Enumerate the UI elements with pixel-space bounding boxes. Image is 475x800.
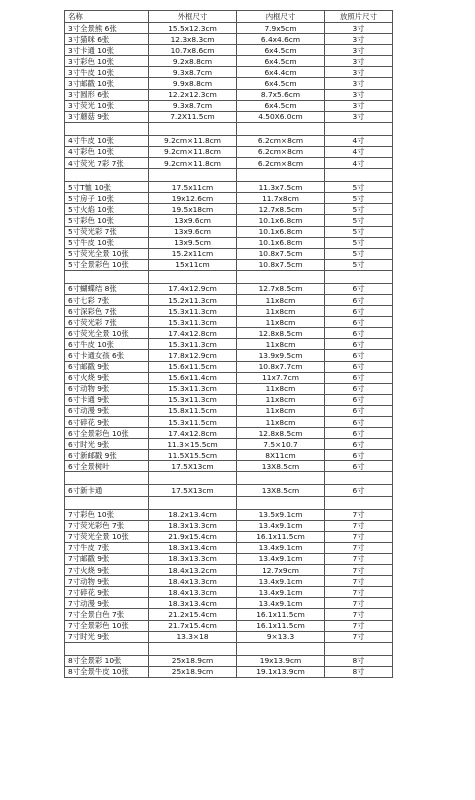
cell-inner-size: 8X11cm xyxy=(237,450,325,461)
cell-name: 7寸时光 9张 xyxy=(65,631,149,642)
table-row xyxy=(65,328,393,339)
table-row xyxy=(65,100,393,111)
cell-photo-size: 5寸 xyxy=(325,182,393,193)
cell-inner-size: 12.8x8.5cm xyxy=(237,328,325,339)
cell-name: 3寸蘑菇 9张 xyxy=(65,111,149,122)
spacer-cell xyxy=(149,496,237,509)
cell-name: 7寸牛皮 7张 xyxy=(65,542,149,553)
cell-outer-size: 21.2x15.4cm xyxy=(149,609,237,620)
cell-inner-size: 11x8cm xyxy=(237,417,325,428)
table-row xyxy=(65,111,393,122)
cell-photo-size: 6寸 xyxy=(325,350,393,361)
cell-photo-size: 6寸 xyxy=(325,317,393,328)
table-row xyxy=(65,45,393,56)
cell-photo-size: 6寸 xyxy=(325,383,393,394)
cell-name: 7寸动物 9张 xyxy=(65,576,149,587)
table-row xyxy=(65,531,393,542)
header-name: 名称 xyxy=(65,11,149,23)
spacer-cell xyxy=(65,169,149,182)
table-row xyxy=(65,339,393,350)
cell-inner-size: 6.2cm×8cm xyxy=(237,158,325,169)
table-row xyxy=(65,361,393,372)
cell-name: 7寸荧光全景 10张 xyxy=(65,531,149,542)
cell-inner-size: 12.7x9cm xyxy=(237,565,325,576)
cell-outer-size: 7.2X11.5cm xyxy=(149,111,237,122)
cell-photo-size: 5寸 xyxy=(325,204,393,215)
header-row xyxy=(65,11,393,23)
cell-outer-size: 9.2cm×11.8cm xyxy=(149,146,237,157)
spacer-cell xyxy=(237,472,325,485)
cell-name: 6寸新卡通 xyxy=(65,485,149,496)
cell-inner-size: 9×13.3 xyxy=(237,631,325,642)
cell-outer-size: 12.3x8.3cm xyxy=(149,34,237,45)
table-row xyxy=(65,193,393,204)
cell-inner-size: 6x4.4cm xyxy=(237,67,325,78)
cell-name: 7寸全景白色 7张 xyxy=(65,609,149,620)
cell-inner-size: 13.4x9.1cm xyxy=(237,587,325,598)
cell-name: 6寸全景树叶 xyxy=(65,461,149,472)
cell-name: 5寸牛皮 10张 xyxy=(65,237,149,248)
cell-outer-size: 12.2x12.3cm xyxy=(149,89,237,100)
cell-name: 6寸七彩 7张 xyxy=(65,294,149,305)
cell-name: 5寸T恤 10张 xyxy=(65,182,149,193)
cell-outer-size: 17.5x11cm xyxy=(149,182,237,193)
cell-inner-size: 13.9x9.5cm xyxy=(237,350,325,361)
cell-inner-size: 10.1x6.8cm xyxy=(237,237,325,248)
cell-name: 3寸彩色 10张 xyxy=(65,56,149,67)
cell-inner-size: 8.7x5.6cm xyxy=(237,89,325,100)
spacer-cell xyxy=(149,642,237,655)
cell-outer-size: 15.2x11.3cm xyxy=(149,294,237,305)
cell-inner-size: 10.8x7.7cm xyxy=(237,361,325,372)
cell-outer-size: 17.8x12.9cm xyxy=(149,350,237,361)
table-row xyxy=(65,542,393,553)
cell-name: 3寸卡通 10张 xyxy=(65,45,149,56)
cell-photo-size: 6寸 xyxy=(325,372,393,383)
cell-inner-size: 10.8x7.5cm xyxy=(237,248,325,259)
spacer-cell xyxy=(237,122,325,135)
cell-inner-size: 19.1x13.9cm xyxy=(237,666,325,677)
cell-outer-size: 18.3x13.4cm xyxy=(149,598,237,609)
cell-inner-size: 6.4x4.6cm xyxy=(237,34,325,45)
table-row xyxy=(65,631,393,642)
spacer-cell xyxy=(325,472,393,485)
cell-name: 6寸蝴蝶结 8张 xyxy=(65,283,149,294)
cell-name: 5寸房子 10张 xyxy=(65,193,149,204)
cell-inner-size: 7.9x5cm xyxy=(237,23,325,34)
cell-outer-size: 25x18.9cm xyxy=(149,655,237,666)
cell-photo-size: 7寸 xyxy=(325,542,393,553)
cell-inner-size: 11x8cm xyxy=(237,394,325,405)
cell-name: 6寸全景彩色 10张 xyxy=(65,428,149,439)
cell-photo-size: 3寸 xyxy=(325,111,393,122)
cell-name: 5寸全景彩色 10张 xyxy=(65,259,149,270)
spacer-cell xyxy=(237,169,325,182)
cell-photo-size: 7寸 xyxy=(325,620,393,631)
cell-photo-size: 6寸 xyxy=(325,405,393,416)
cell-photo-size: 6寸 xyxy=(325,361,393,372)
cell-photo-size: 7寸 xyxy=(325,509,393,520)
cell-name: 4寸牛皮 10张 xyxy=(65,135,149,146)
table-row xyxy=(65,259,393,270)
group-spacer-row xyxy=(65,270,393,283)
cell-inner-size: 16.1x11.5cm xyxy=(237,609,325,620)
table-row xyxy=(65,439,393,450)
cell-outer-size: 15.3x11.3cm xyxy=(149,394,237,405)
group-spacer-row xyxy=(65,122,393,135)
table-row xyxy=(65,565,393,576)
spacer-cell xyxy=(325,642,393,655)
cell-outer-size: 11.5X15.5cm xyxy=(149,450,237,461)
cell-inner-size: 6x4.5cm xyxy=(237,100,325,111)
cell-outer-size: 18.4x13.3cm xyxy=(149,587,237,598)
cell-name: 3寸猫咪 6张 xyxy=(65,34,149,45)
cell-name: 3寸邮戳 10张 xyxy=(65,78,149,89)
cell-inner-size: 13.5x9.1cm xyxy=(237,509,325,520)
cell-photo-size: 6寸 xyxy=(325,339,393,350)
cell-photo-size: 8寸 xyxy=(325,655,393,666)
cell-outer-size: 15.3x11.3cm xyxy=(149,339,237,350)
cell-name: 6寸荧光彩 7张 xyxy=(65,317,149,328)
spacer-cell xyxy=(149,472,237,485)
cell-outer-size: 17.4x12.9cm xyxy=(149,283,237,294)
cell-photo-size: 5寸 xyxy=(325,248,393,259)
group-spacer-row xyxy=(65,496,393,509)
cell-photo-size: 7寸 xyxy=(325,598,393,609)
cell-outer-size: 18.3x13.3cm xyxy=(149,520,237,531)
cell-inner-size: 6x4.5cm xyxy=(237,56,325,67)
table-row xyxy=(65,450,393,461)
cell-photo-size: 5寸 xyxy=(325,237,393,248)
table-row xyxy=(65,509,393,520)
cell-name: 6寸邮戳 9张 xyxy=(65,361,149,372)
cell-photo-size: 4寸 xyxy=(325,146,393,157)
cell-outer-size: 18.4x13.2cm xyxy=(149,565,237,576)
cell-photo-size: 6寸 xyxy=(325,439,393,450)
cell-photo-size: 4寸 xyxy=(325,158,393,169)
cell-photo-size: 6寸 xyxy=(325,485,393,496)
cell-name: 4寸荧光 7彩 7张 xyxy=(65,158,149,169)
cell-name: 6寸卡通女孩 6张 xyxy=(65,350,149,361)
cell-outer-size: 15.8x11.5cm xyxy=(149,405,237,416)
cell-outer-size: 25x18.9cm xyxy=(149,666,237,677)
cell-outer-size: 10.7x8.6cm xyxy=(149,45,237,56)
cell-inner-size: 12.7x8.5cm xyxy=(237,283,325,294)
cell-inner-size: 13.4x9.1cm xyxy=(237,520,325,531)
spacer-cell xyxy=(237,496,325,509)
cell-outer-size: 18.2x13.4cm xyxy=(149,509,237,520)
cell-inner-size: 11x7.7cm xyxy=(237,372,325,383)
table-row xyxy=(65,428,393,439)
cell-photo-size: 6寸 xyxy=(325,461,393,472)
cell-inner-size: 11.7x8cm xyxy=(237,193,325,204)
cell-photo-size: 7寸 xyxy=(325,609,393,620)
cell-outer-size: 13x9.6cm xyxy=(149,226,237,237)
cell-photo-size: 4寸 xyxy=(325,135,393,146)
cell-name: 3寸圆形 6张 xyxy=(65,89,149,100)
cell-outer-size: 9.2x8.8cm xyxy=(149,56,237,67)
table-row xyxy=(65,135,393,146)
cell-photo-size: 3寸 xyxy=(325,23,393,34)
cell-name: 6寸卡通 9张 xyxy=(65,394,149,405)
table-row xyxy=(65,226,393,237)
cell-name: 7寸荧光彩色 7张 xyxy=(65,520,149,531)
table-row xyxy=(65,248,393,259)
cell-outer-size: 15x11cm xyxy=(149,259,237,270)
cell-name: 5寸彩色 10张 xyxy=(65,215,149,226)
cell-photo-size: 6寸 xyxy=(325,294,393,305)
cell-inner-size: 12.8x8.5cm xyxy=(237,428,325,439)
cell-photo-size: 6寸 xyxy=(325,417,393,428)
cell-name: 7寸动漫 9张 xyxy=(65,598,149,609)
cell-inner-size: 6x4.5cm xyxy=(237,78,325,89)
cell-outer-size: 15.6x11.5cm xyxy=(149,361,237,372)
header-inner-size: 内框尺寸 xyxy=(237,11,325,23)
table-row xyxy=(65,89,393,100)
cell-photo-size: 3寸 xyxy=(325,34,393,45)
table-row xyxy=(65,383,393,394)
table-row xyxy=(65,394,393,405)
cell-inner-size: 13.4x9.1cm xyxy=(237,553,325,564)
table-row xyxy=(65,78,393,89)
table-row xyxy=(65,317,393,328)
cell-outer-size: 18.3x13.3cm xyxy=(149,553,237,564)
table-row xyxy=(65,67,393,78)
cell-outer-size: 21.7x15.4cm xyxy=(149,620,237,631)
cell-inner-size: 19x13.9cm xyxy=(237,655,325,666)
spacer-cell xyxy=(65,642,149,655)
cell-name: 6寸动漫 9张 xyxy=(65,405,149,416)
cell-photo-size: 6寸 xyxy=(325,394,393,405)
cell-photo-size: 7寸 xyxy=(325,531,393,542)
spacer-cell xyxy=(65,122,149,135)
cell-outer-size: 18.4x13.3cm xyxy=(149,576,237,587)
table-row xyxy=(65,609,393,620)
header-outer-size: 外框尺寸 xyxy=(149,11,237,23)
table-row xyxy=(65,620,393,631)
cell-photo-size: 7寸 xyxy=(325,565,393,576)
cell-name: 6寸新邮戳 9张 xyxy=(65,450,149,461)
spacer-cell xyxy=(65,270,149,283)
cell-outer-size: 15.3x11.3cm xyxy=(149,317,237,328)
cell-photo-size: 6寸 xyxy=(325,450,393,461)
cell-name: 3寸荧光 10张 xyxy=(65,100,149,111)
spacer-cell xyxy=(237,642,325,655)
cell-outer-size: 9.2cm×11.8cm xyxy=(149,135,237,146)
table-row xyxy=(65,655,393,666)
table-row xyxy=(65,520,393,531)
cell-outer-size: 15.3x11.3cm xyxy=(149,383,237,394)
cell-photo-size: 3寸 xyxy=(325,67,393,78)
cell-inner-size: 11.3x7.5cm xyxy=(237,182,325,193)
cell-name: 6寸深彩色 7张 xyxy=(65,306,149,317)
cell-inner-size: 10.1x6.8cm xyxy=(237,215,325,226)
cell-name: 7寸碎花 9张 xyxy=(65,587,149,598)
cell-photo-size: 7寸 xyxy=(325,631,393,642)
table-row xyxy=(65,306,393,317)
cell-outer-size: 13x9.5cm xyxy=(149,237,237,248)
cell-inner-size: 13.4x9.1cm xyxy=(237,542,325,553)
spacer-cell xyxy=(149,122,237,135)
table-row xyxy=(65,283,393,294)
cell-name: 6寸时光 9张 xyxy=(65,439,149,450)
cell-name: 3寸牛皮 10张 xyxy=(65,67,149,78)
cell-photo-size: 5寸 xyxy=(325,226,393,237)
cell-outer-size: 15.6x11.4cm xyxy=(149,372,237,383)
cell-inner-size: 10.8x7.5cm xyxy=(237,259,325,270)
cell-outer-size: 9.3x8.7cm xyxy=(149,67,237,78)
cell-photo-size: 5寸 xyxy=(325,215,393,226)
cell-outer-size: 15.3x11.3cm xyxy=(149,306,237,317)
cell-inner-size: 11x8cm xyxy=(237,294,325,305)
cell-inner-size: 11x8cm xyxy=(237,317,325,328)
table-row xyxy=(65,461,393,472)
cell-outer-size: 15.2x11cm xyxy=(149,248,237,259)
spacer-cell xyxy=(325,169,393,182)
table-body xyxy=(65,23,393,678)
cell-outer-size: 13.3×18 xyxy=(149,631,237,642)
cell-outer-size: 15.3x11.5cm xyxy=(149,417,237,428)
cell-inner-size: 6.2cm×8cm xyxy=(237,146,325,157)
table-row xyxy=(65,553,393,564)
table-row xyxy=(65,34,393,45)
cell-outer-size: 11.3×15.5cm xyxy=(149,439,237,450)
cell-photo-size: 3寸 xyxy=(325,45,393,56)
cell-inner-size: 7.5×10.7 xyxy=(237,439,325,450)
group-spacer-row xyxy=(65,169,393,182)
cell-outer-size: 9.2cm×11.8cm xyxy=(149,158,237,169)
cell-outer-size: 17.5X13cm xyxy=(149,485,237,496)
table-row xyxy=(65,204,393,215)
spacer-cell xyxy=(325,122,393,135)
cell-photo-size: 3寸 xyxy=(325,78,393,89)
table-row xyxy=(65,350,393,361)
cell-photo-size: 7寸 xyxy=(325,520,393,531)
cell-name: 8寸全景牛皮 10张 xyxy=(65,666,149,677)
table-row xyxy=(65,237,393,248)
table-row xyxy=(65,215,393,226)
cell-inner-size: 12.7x8.5cm xyxy=(237,204,325,215)
cell-photo-size: 5寸 xyxy=(325,259,393,270)
table-row xyxy=(65,598,393,609)
cell-inner-size: 4.50X6.0cm xyxy=(237,111,325,122)
spacer-cell xyxy=(325,496,393,509)
table-row xyxy=(65,23,393,34)
cell-name: 8寸全景彩 10张 xyxy=(65,655,149,666)
cell-outer-size: 9.3x8.7cm xyxy=(149,100,237,111)
cell-photo-size: 7寸 xyxy=(325,587,393,598)
table-row xyxy=(65,485,393,496)
spacer-cell xyxy=(65,496,149,509)
cell-photo-size: 3寸 xyxy=(325,56,393,67)
cell-inner-size: 6x4.5cm xyxy=(237,45,325,56)
cell-inner-size: 11x8cm xyxy=(237,405,325,416)
table-row xyxy=(65,146,393,157)
table-row xyxy=(65,56,393,67)
cell-outer-size: 13x9.6cm xyxy=(149,215,237,226)
cell-inner-size: 11x8cm xyxy=(237,383,325,394)
cell-photo-size: 3寸 xyxy=(325,100,393,111)
cell-photo-size: 7寸 xyxy=(325,553,393,564)
cell-name: 7寸火烧 9张 xyxy=(65,565,149,576)
table-row xyxy=(65,666,393,677)
cell-inner-size: 11x8cm xyxy=(237,339,325,350)
cell-outer-size: 9.9x8.8cm xyxy=(149,78,237,89)
table-row xyxy=(65,182,393,193)
cell-name: 4寸彩色 10张 xyxy=(65,146,149,157)
cell-outer-size: 18.3x13.4cm xyxy=(149,542,237,553)
cell-photo-size: 6寸 xyxy=(325,428,393,439)
cell-name: 3寸全景熊 6张 xyxy=(65,23,149,34)
spacer-cell xyxy=(237,270,325,283)
spacer-cell xyxy=(149,169,237,182)
cell-outer-size: 15.5x12.3cm xyxy=(149,23,237,34)
cell-photo-size: 6寸 xyxy=(325,306,393,317)
cell-inner-size: 16.1x11.5cm xyxy=(237,531,325,542)
spacer-cell xyxy=(149,270,237,283)
cell-name: 5寸火焰 10张 xyxy=(65,204,149,215)
cell-name: 5寸荧光彩 7张 xyxy=(65,226,149,237)
cell-name: 6寸碎花 9张 xyxy=(65,417,149,428)
cell-photo-size: 3寸 xyxy=(325,89,393,100)
header-photo-size: 放照片尺寸 xyxy=(325,11,393,23)
cell-inner-size: 13X8.5cm xyxy=(237,485,325,496)
cell-inner-size: 11x8cm xyxy=(237,306,325,317)
cell-inner-size: 13X8.5cm xyxy=(237,461,325,472)
cell-outer-size: 17.4x12.8cm xyxy=(149,328,237,339)
cell-name: 6寸火烧 9张 xyxy=(65,372,149,383)
table-row xyxy=(65,405,393,416)
cell-name: 6寸动物 9张 xyxy=(65,383,149,394)
cell-inner-size: 13.4x9.1cm xyxy=(237,598,325,609)
cell-outer-size: 21.9x15.4cm xyxy=(149,531,237,542)
group-spacer-row xyxy=(65,642,393,655)
cell-inner-size: 13.4x9.1cm xyxy=(237,576,325,587)
cell-inner-size: 10.1x6.8cm xyxy=(237,226,325,237)
cell-outer-size: 17.5X13cm xyxy=(149,461,237,472)
group-spacer-row xyxy=(65,472,393,485)
cell-name: 7寸邮戳 9张 xyxy=(65,553,149,564)
cell-outer-size: 19.5x18cm xyxy=(149,204,237,215)
cell-photo-size: 5寸 xyxy=(325,193,393,204)
cell-photo-size: 7寸 xyxy=(325,576,393,587)
spacer-cell xyxy=(325,270,393,283)
cell-name: 6寸荧光全景 10张 xyxy=(65,328,149,339)
cell-name: 7寸彩色 10张 xyxy=(65,509,149,520)
cell-photo-size: 6寸 xyxy=(325,328,393,339)
table-row xyxy=(65,158,393,169)
cell-name: 5寸荧光全景 10张 xyxy=(65,248,149,259)
table-row xyxy=(65,294,393,305)
cell-outer-size: 17.4x12.8cm xyxy=(149,428,237,439)
frame-size-table xyxy=(64,10,393,678)
cell-photo-size: 6寸 xyxy=(325,283,393,294)
table-row xyxy=(65,372,393,383)
spacer-cell xyxy=(65,472,149,485)
table-row xyxy=(65,576,393,587)
table-row xyxy=(65,587,393,598)
table-row xyxy=(65,417,393,428)
cell-inner-size: 16.1x11.5cm xyxy=(237,620,325,631)
cell-name: 7寸全景彩色 10张 xyxy=(65,620,149,631)
cell-inner-size: 6.2cm×8cm xyxy=(237,135,325,146)
cell-photo-size: 8寸 xyxy=(325,666,393,677)
cell-outer-size: 19x12.6cm xyxy=(149,193,237,204)
cell-name: 6寸牛皮 10张 xyxy=(65,339,149,350)
